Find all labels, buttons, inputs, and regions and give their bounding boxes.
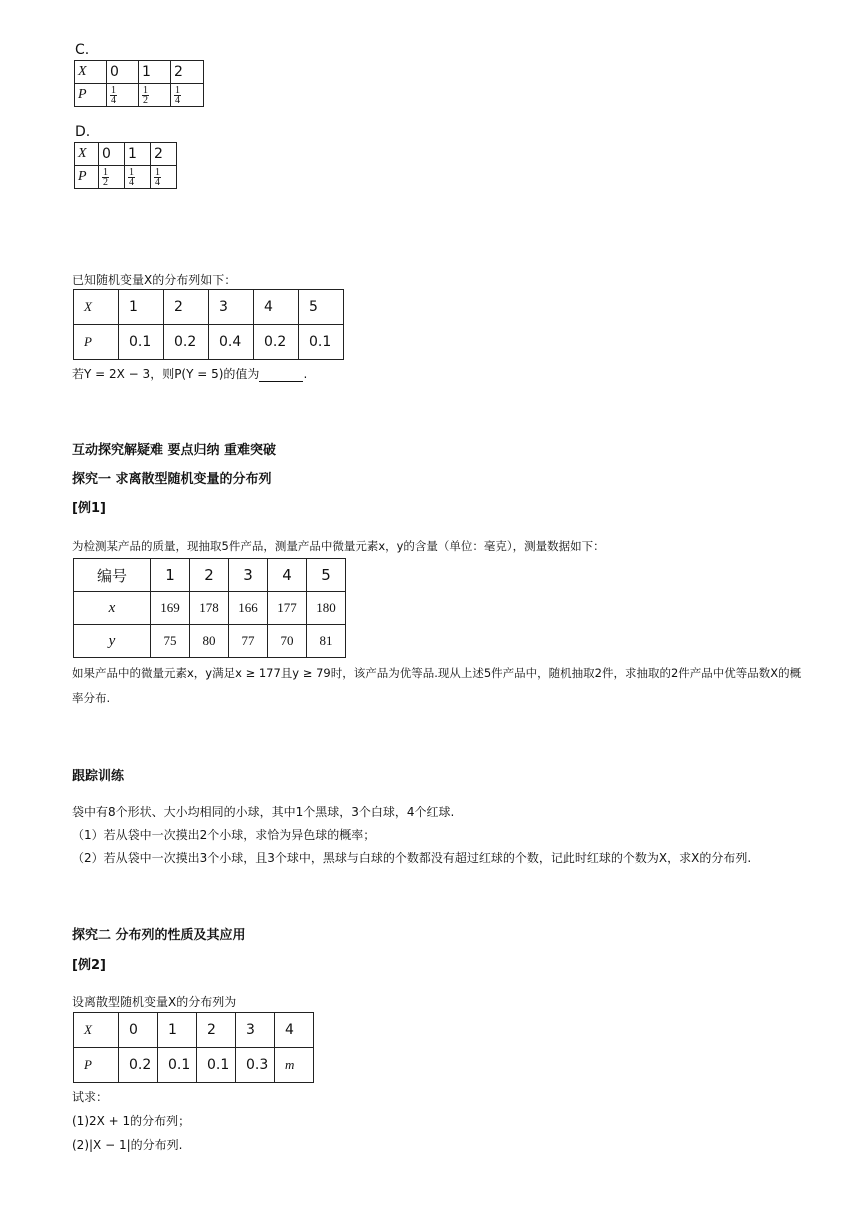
table-cell: X	[74, 1013, 119, 1048]
table-cell: 2	[151, 143, 177, 166]
table-cell: 编号	[74, 559, 151, 592]
explore1-question-line1: 如果产品中的微量元素x，y满足x ≥ 177且y ≥ 79时，该产品为优等品.现从上述5件产品中，随机抽取2件，求抽取的2件产品中优等品数X的概	[72, 666, 802, 680]
table-cell: 4	[275, 1013, 314, 1048]
table-cell: 0.4	[209, 325, 254, 360]
explore2-intro: 设离散型随机变量X的分布列为	[72, 995, 237, 1009]
table-cell: X	[74, 290, 119, 325]
table-cell: 0.3	[236, 1048, 275, 1083]
table-cell: 2	[190, 559, 229, 592]
table-cell: 2	[171, 61, 204, 84]
table-cell: 0.1	[119, 325, 164, 360]
table-cell	[107, 84, 139, 107]
explore1-table	[73, 558, 346, 658]
table-cell: 2	[164, 290, 209, 325]
table-cell: 75	[151, 625, 190, 658]
table-cell: P	[75, 84, 107, 107]
table-cell: 2	[197, 1013, 236, 1048]
table-cell: 0	[107, 61, 139, 84]
q1-question-text: 若Y = 2X − 3，则P(Y = 5)的值为	[72, 367, 260, 381]
table-cell: 5	[307, 559, 346, 592]
fraction: $\frac{1}{2}$	[103, 166, 108, 188]
table-cell: 1	[119, 290, 164, 325]
table-cell: 0.1	[197, 1048, 236, 1083]
table-cell: 1	[139, 61, 171, 84]
training-line2: （1）若从袋中一次摸出2个小球，求恰为异色球的概率；	[72, 828, 376, 842]
explore1-intro: 为检测某产品的质量，现抽取5件产品，测量产品中微量元素x，y的含量（单位：毫克），测量数据如下：	[72, 539, 605, 553]
table-cell: 0.1	[299, 325, 344, 360]
table-cell: y	[74, 625, 151, 658]
table-cell: 0.1	[158, 1048, 197, 1083]
q1-question-end: .	[303, 367, 308, 381]
table-cell: 3	[229, 559, 268, 592]
table-cell: m	[275, 1048, 314, 1083]
table-cell: 177	[268, 592, 307, 625]
table-cell: P	[75, 166, 99, 189]
table-cell: X	[75, 61, 107, 84]
table-cell: 4	[254, 290, 299, 325]
table-cell: 0	[119, 1013, 158, 1048]
explore1-question-line2: 率分布.	[72, 691, 111, 705]
option-d-table	[74, 142, 177, 189]
table-cell: 178	[190, 592, 229, 625]
table-cell: 169	[151, 592, 190, 625]
table-cell: 1	[125, 143, 151, 166]
fraction: $\frac{1}{4}$	[129, 166, 134, 188]
fraction: $\frac{1}{4}$	[175, 84, 180, 106]
explore2-example: [例2]	[72, 958, 106, 973]
explore1-example: [例1]	[72, 501, 106, 516]
table-cell: 1	[158, 1013, 197, 1048]
fraction: $\frac{1}{4}$	[155, 166, 160, 188]
option-c-table	[74, 60, 204, 107]
table-cell: 3	[236, 1013, 275, 1048]
explore2-table	[73, 1012, 314, 1083]
explore2-ask: 试求：	[72, 1090, 109, 1104]
table-cell: 0.2	[254, 325, 299, 360]
training-title: 跟踪训练	[72, 769, 125, 784]
table-cell	[139, 84, 171, 107]
table-cell: 5	[299, 290, 344, 325]
table-cell	[171, 84, 204, 107]
table-cell: P	[74, 325, 119, 360]
q1-table	[73, 289, 344, 360]
table-cell: X	[75, 143, 99, 166]
table-cell: 3	[209, 290, 254, 325]
table-cell: 0.2	[164, 325, 209, 360]
explore2-item2: (2)|X − 1|的分布列.	[72, 1138, 183, 1152]
fraction: $\frac{1}{2}$	[143, 84, 148, 106]
table-cell: 0	[99, 143, 125, 166]
table-cell	[125, 166, 151, 189]
explore2-title: 探究二 分布列的性质及其应用	[72, 928, 246, 943]
table-cell: 4	[268, 559, 307, 592]
training-line3: （2）若从袋中一次摸出3个小球，且3个球中，黑球与白球的个数都没有超过红球的个数，记此时红球的个数为X，求X的分布列.	[72, 851, 752, 865]
table-cell: 77	[229, 625, 268, 658]
table-cell: 166	[229, 592, 268, 625]
q1-question	[72, 365, 307, 382]
section-header: 互动探究解疑难 要点归纳 重难突破	[72, 443, 277, 458]
table-cell: P	[74, 1048, 119, 1083]
fraction: $\frac{1}{4}$	[111, 84, 116, 106]
table-cell	[151, 166, 177, 189]
q1-intro: 已知随机变量X的分布列如下：	[72, 273, 237, 287]
table-cell: 80	[190, 625, 229, 658]
table-cell: 1	[151, 559, 190, 592]
table-cell: 0.2	[119, 1048, 158, 1083]
table-cell: x	[74, 592, 151, 625]
table-cell: 81	[307, 625, 346, 658]
table-cell: 180	[307, 592, 346, 625]
table-cell: 70	[268, 625, 307, 658]
table-cell	[99, 166, 125, 189]
answer-blank	[259, 369, 303, 382]
training-line1: 袋中有8个形状、大小均相同的小球，其中1个黑球，3个白球，4个红球.	[72, 805, 455, 819]
option-d-label: D.	[75, 124, 91, 140]
explore2-item1: (1)2X + 1的分布列；	[72, 1114, 191, 1128]
option-c-label: C.	[75, 42, 90, 58]
explore1-title: 探究一 求离散型随机变量的分布列	[72, 472, 272, 487]
